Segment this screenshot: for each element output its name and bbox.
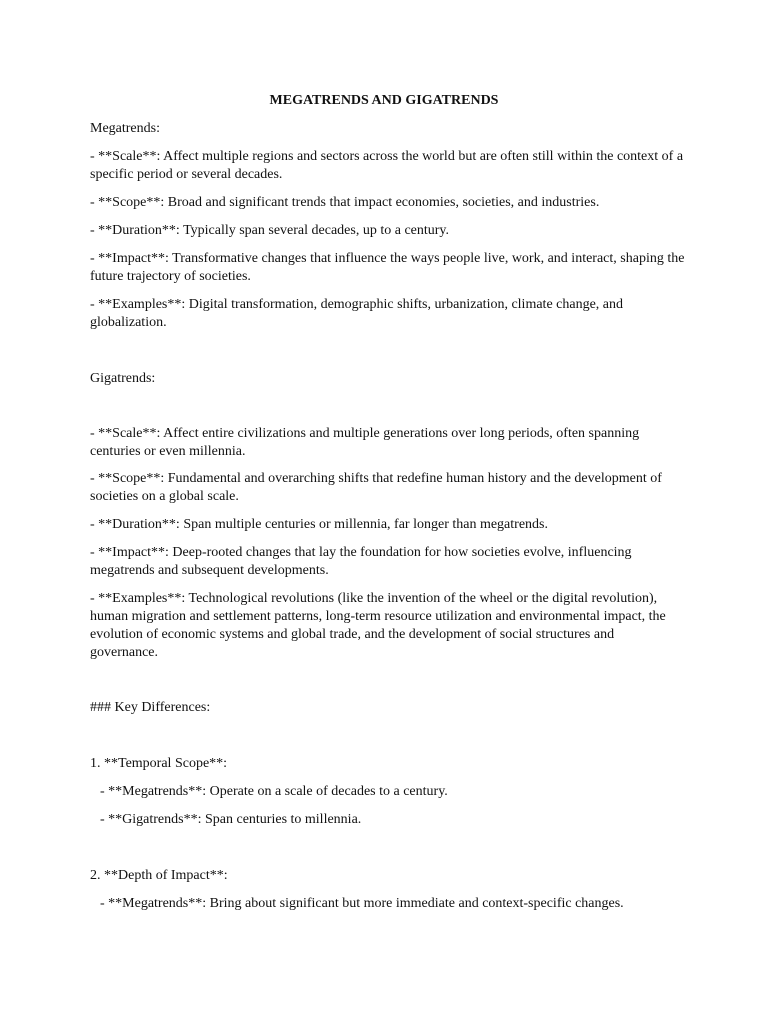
- depth-of-impact-megatrends: - **Megatrends**: Bring about significant but more immediate and context-specific changes.: [100, 896, 624, 911]
- megatrends-impact-line-2: future trajectory of societies.: [90, 269, 251, 284]
- gigatrends-examples-line-2: human migration and settlement patterns, long-term resource utilization and environmental impact, the: [90, 609, 666, 624]
- gigatrends-impact-line-1: - **Impact**: Deep-rooted changes that lay the foundation for how societies evolve, influencing: [90, 545, 632, 560]
- gigatrends-examples-line-3: evolution of economic systems and global trade, and the development of social structures and: [90, 627, 615, 642]
- key-differences-heading: ### Key Differences:: [90, 700, 211, 715]
- gigatrends-scope-line-1: - **Scope**: Fundamental and overarching shifts that redefine human history and the development of: [90, 471, 662, 486]
- gigatrends-heading: Gigatrends:: [90, 371, 156, 386]
- gigatrends-duration: - **Duration**: Span multiple centuries or millennia, far longer than megatrends.: [90, 517, 548, 532]
- temporal-scope-megatrends: - **Megatrends**: Operate on a scale of decades to a century.: [100, 784, 448, 799]
- megatrends-scope: - **Scope**: Broad and significant trends that impact economies, societies, and industries.: [90, 195, 600, 210]
- gigatrends-scope-line-2: societies on a global scale.: [90, 489, 239, 504]
- temporal-scope-heading: 1. **Temporal Scope**:: [90, 756, 228, 771]
- megatrends-scale-line-2: specific period or several decades.: [90, 167, 283, 182]
- gigatrends-scale-line-1: - **Scale**: Affect entire civilizations and multiple generations over long periods, often spanning: [90, 426, 640, 441]
- megatrends-duration: - **Duration**: Typically span several decades, up to a century.: [90, 223, 450, 238]
- temporal-scope-gigatrends: - **Gigatrends**: Span centuries to millennia.: [100, 812, 362, 827]
- gigatrends-examples-line-4: governance.: [90, 645, 159, 660]
- megatrends-examples-line-1: - **Examples**: Digital transformation, demographic shifts, urbanization, climate change, and: [90, 297, 624, 312]
- gigatrends-impact-line-2: megatrends and subsequent developments.: [90, 563, 329, 578]
- gigatrends-scale-line-2: centuries or even millennia.: [90, 444, 246, 459]
- megatrends-examples-line-2: globalization.: [90, 315, 167, 330]
- gigatrends-examples-line-1: - **Examples**: Technological revolutions (like the invention of the wheel or the digital revolution),: [90, 591, 658, 606]
- document-title: MEGATRENDS AND GIGATRENDS: [269, 93, 499, 108]
- megatrends-impact-line-1: - **Impact**: Transformative changes that influence the ways people live, work, and interact, shaping the: [90, 251, 685, 266]
- megatrends-heading: Megatrends:: [90, 121, 160, 136]
- depth-of-impact-heading: 2. **Depth of Impact**:: [90, 868, 228, 883]
- megatrends-scale-line-1: - **Scale**: Affect multiple regions and sectors across the world but are often still within the context of a: [90, 149, 684, 164]
